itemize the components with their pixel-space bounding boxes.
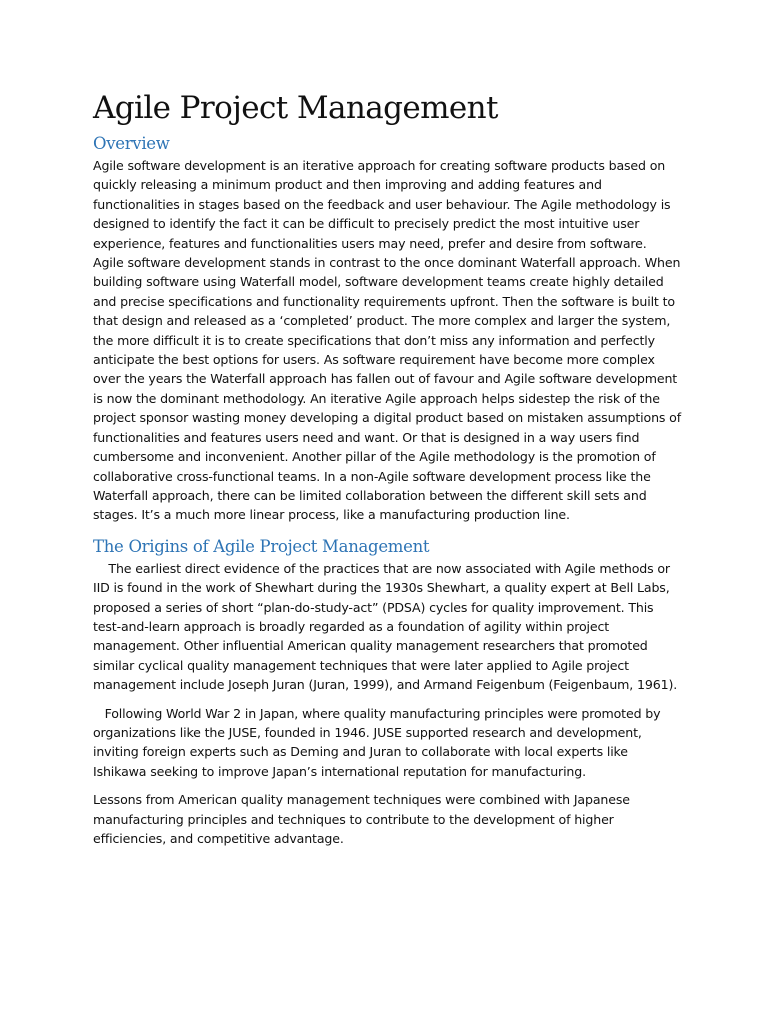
document-title: Agile Project Management	[93, 90, 498, 126]
document-page	[93, 88, 681, 848]
origins-paragraph-2: Following World War 2 in Japan, where quality manufacturing principles were promoted by organizations like the JUSE, founded in 1946. JUSE supported research and development, inviting foreign experts such as Deming and Juran to collaborate with local experts like Ishikawa seeking to improve Japan’s international reputation for manufacturing.	[93, 705, 665, 779]
section-heading-origins: The Origins of Agile Project Management	[93, 536, 430, 556]
origins-paragraph-3: Lessons from American quality management techniques were combined with Japanese manufacturing principles and techniques to contribute to the development of higher efficiencies, and competitive advantage.	[93, 792, 630, 846]
section-heading-overview: Overview	[93, 134, 170, 153]
overview-paragraph: Agile software development is an iterative approach for creating software products based on quickly releasing a minimum product and then improving and adding features and functionalities in stages based on the feedback and user behaviour. The Agile methodology is designed to identify the fact it can be difficult to precisely predict the most intuitive user experience, features and functionalities users may need, prefer and desire from software. Agile software development stands in contrast to the once dominant Waterfall approach. When building software using Waterfall model, software development teams create highly detailed and precise specifications and functionality requirements upfront. Then the software is built to that design and released as a ‘completed’ product. The more complex and larger the system, the more difficult it is to create specifications that don’t miss any information and perfectly anticipate the best options for users. As software requirement have become more complex over the years the Waterfall approach has fallen out of favour and Agile software development is now the dominant methodology. An iterative Agile approach helps sidestep the risk of the project sponsor wasting money developing a digital product based on mistaken assumptions of functionalities and features users need and want. Or that is designed in a way users find cumbersome and inconvenient. Another pillar of the Agile methodology is the promotion of collaborative cross-functional teams. In a non-Agile software development process like the Waterfall approach, there can be limited collaboration between the different skill sets and stages. It’s a much more linear process, like a manufacturing production line.	[93, 158, 682, 523]
origins-paragraph-1: The earliest direct evidence of the practices that are now associated with Agile methods or IID is found in the work of Shewhart during the 1930s Shewhart, a quality expert at Bell Labs, proposed a series of short “plan-do-study-act” (PDSA) cycles for quality improvement. This test-and-learn approach is broadly regarded as a foundation of agility within project management. Other influential American quality management researchers that promoted similar cyclical quality management techniques that were later applied to Agile project management include Joseph Juran (Juran, 1999), and Armand Feigenbum (Feigenbaum, 1961).	[93, 560, 678, 693]
